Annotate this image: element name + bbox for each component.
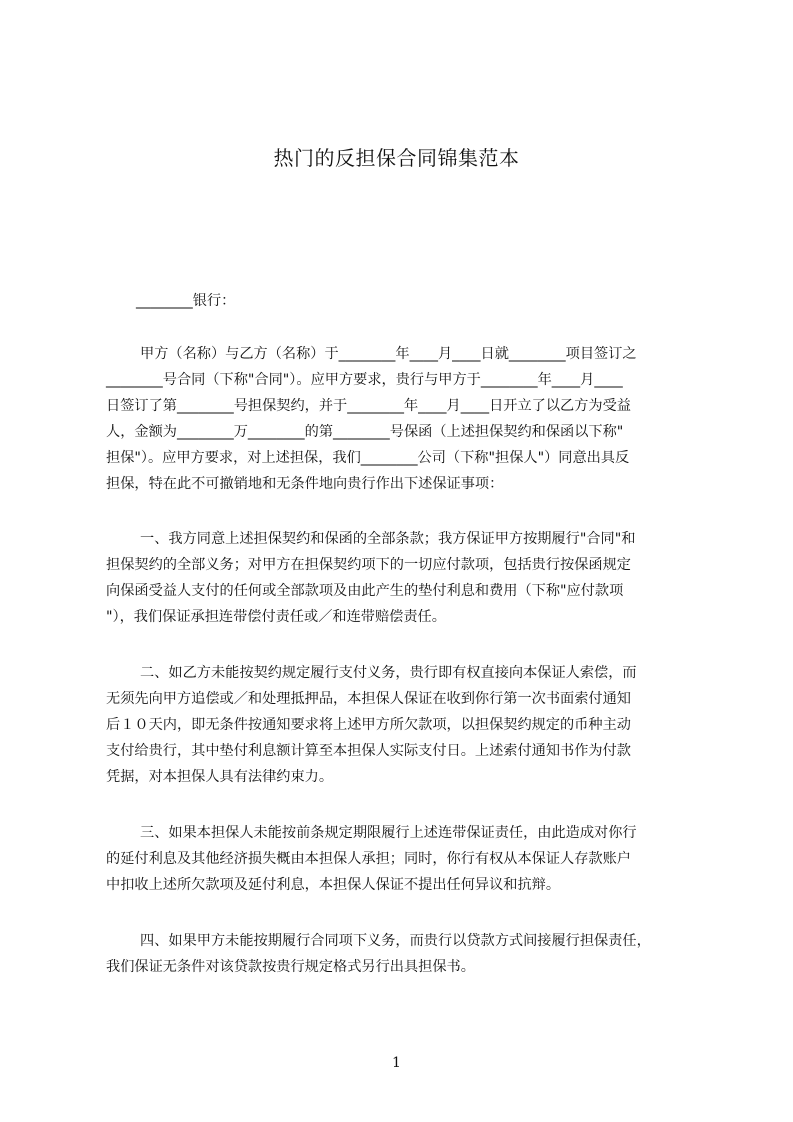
document-title: 热门的反担保合同锦集范本 (273, 146, 520, 170)
page-number: 1 (392, 1055, 401, 1071)
paragraph-line: "），我们保证承担连带偿付责任或／和连带赔偿责任。 (106, 609, 446, 625)
paragraph-line: 日签订了第________号担保契约，并于________年____月____日开立了以乙方为受益 (106, 398, 631, 414)
paragraph-line: 一、我方同意上述担保契约和保函的全部条款；我方保证甲方按期履行"合同"和 (140, 531, 636, 547)
paragraph-clause-one (106, 526, 706, 630)
paragraph-line: 担保，特在此不可撤销地和无条件地向贵行作出下述保证事项： (106, 476, 504, 492)
paragraph-line: 担保契约的全部义务；对甲方在担保契约项下的一切应付款项，包括贵行按保函规定 (106, 557, 631, 573)
paragraph-clause-three (106, 820, 706, 898)
paragraph-clause-four (106, 928, 706, 980)
paragraph-line: 向保函受益人支付的任何或全部款项及由此产生的垫付利息和费用（下称"应付款项 (106, 583, 624, 599)
paragraph-line: 无须先向甲方追偿或／和处理抵押品，本担保人保证在收到你行第一次书面索付通知 (106, 691, 631, 707)
paragraph-line: 支付给贵行，其中垫付利息额计算至本担保人实际支付日。上述索付通知书作为付款 (106, 743, 631, 759)
salutation: ________银行： (136, 293, 236, 309)
paragraph-line: 人，金额为________万________的第________号保函（上述担保契约和保函以下称" (106, 424, 624, 440)
paragraph-line: 担保"）。应甲方要求，对上述担保，我们________公司（下称"担保人"）同意出具反 (106, 450, 630, 466)
paragraph-line: 我们保证无条件对该贷款按贵行规定格式另行出具担保书。 (106, 959, 475, 975)
paragraph-line: 二、如乙方未能按契约规定履行支付义务，贵行即有权直接向本保证人索偿，而 (140, 665, 637, 681)
paragraph-line: 凭据，对本担保人具有法律约束力。 (106, 769, 334, 785)
paragraph-clause-two (106, 660, 706, 790)
paragraph-line: 的延付利息及其他经济损失概由本担保人承担；同时，你行有权从本保证人存款账户 (106, 851, 631, 867)
paragraph-line: 中扣收上述所欠款项及延付利息，本担保人保证不提出任何异议和抗辩。 (106, 877, 561, 893)
paragraph-line: 后１０天内，即无条件按通知要求将上述甲方所欠款项，以担保契约规定的币种主动 (106, 717, 631, 733)
paragraph-line: 三、如果本担保人未能按前条规定期限履行上述连带保证责任，由此造成对你行 (140, 825, 637, 841)
salutation-block (106, 288, 706, 314)
paragraph-intro (106, 341, 706, 497)
paragraph-line: ________号合同（下称"合同"）。应甲方要求，贵行与甲方于________年____月____ (106, 372, 623, 388)
paragraph-line: 四、如果甲方未能按期履行合同项下义务，而贵行以贷款方式间接履行担保责任， (140, 933, 651, 949)
paragraph-line: 甲方（名称）与乙方（名称）于________年____月____日就________项目签订之 (140, 346, 637, 362)
